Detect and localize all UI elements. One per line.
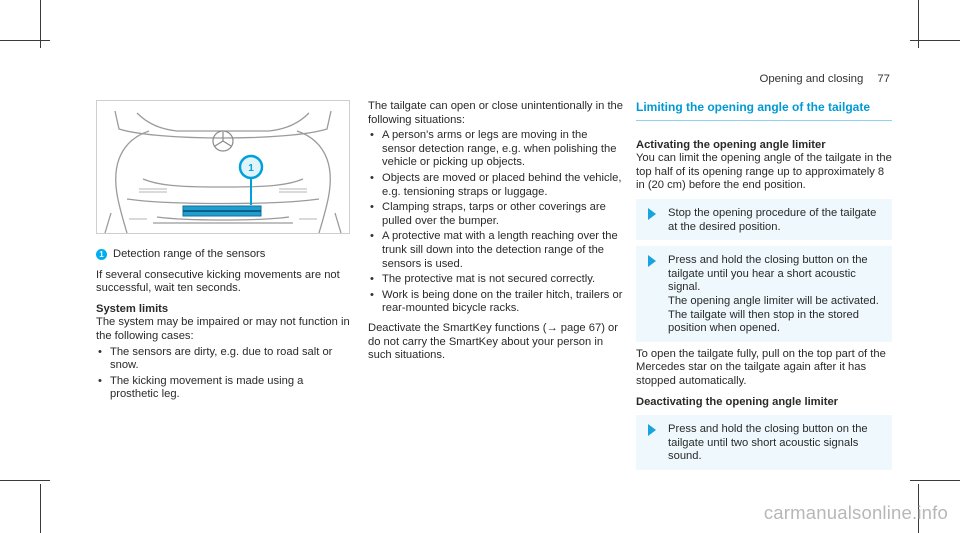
list-item: • The kicking movement is made using a prosthetic leg.: [96, 375, 352, 402]
list-item: • Objects are moved or placed behind the vehicle, e.g. tensioning straps or luggage.: [368, 172, 624, 199]
step-arrow-icon: [648, 255, 656, 267]
instruction-step: [636, 246, 892, 342]
step-text: Press and hold the closing button on the tailgate until two short acoustic signals sound.: [668, 423, 868, 463]
crop-mark: [0, 480, 50, 481]
page-number: 77: [877, 73, 890, 85]
step-arrow-icon: [648, 208, 656, 220]
paragraph: The system may be impaired or may not function in the following cases:: [96, 316, 350, 342]
list-item: • The protective mat is not secured correctly.: [368, 273, 624, 287]
figure-caption: [96, 248, 352, 262]
crop-mark: [40, 484, 41, 533]
vehicle-rear-illustration: [96, 100, 350, 234]
paragraph: The tailgate can open or close unintentionally in the following situations:: [368, 100, 623, 126]
instruction-step: [636, 415, 892, 470]
step-arrow-icon: [648, 424, 656, 436]
callout-number: 1: [248, 163, 254, 174]
paragraph-page-reference: Deactivate the SmartKey functions (→ page 67) or do not carry the SmartKey about your person in such situations.: [368, 321, 618, 362]
running-header-title: Opening and closing: [759, 73, 864, 85]
column-right: [636, 100, 892, 476]
subheading-system-limits: System limits: [96, 302, 169, 315]
crop-mark: [40, 0, 41, 48]
vehicle-rear-svg: [97, 101, 349, 233]
step-text: Stop the opening procedure of the tailgate at the desired position.: [668, 206, 877, 233]
crop-mark: [910, 480, 960, 481]
caption-number-badge: 1: [96, 249, 107, 260]
column-left: [96, 100, 352, 408]
crop-mark: [918, 0, 919, 48]
bullet-list: [96, 346, 352, 402]
running-header: [759, 73, 890, 87]
paragraph: You can limit the opening angle of the tailgate in the top half of its opening range up to approximately 8 in (20 cm) before the end position.: [636, 152, 892, 192]
caption-text: Detection range of the sensors: [113, 248, 266, 260]
list-item: • A person's arms or legs are moving in the sensor detection range, e.g. when polishing the vehicle or picking up objects.: [368, 129, 624, 170]
paragraph: To open the tailgate fully, pull on the top part of the Mercedes star on the tailgate again after it has stopped automatically.: [636, 347, 886, 387]
crop-mark: [0, 40, 50, 41]
step-result: The tailgate will then stop in the stored position when opened.: [668, 308, 859, 335]
subheading-deactivating: Deactivating the opening angle limiter: [636, 395, 839, 408]
list-item: • Work is being done on the trailer hitch, trailers or rear-mounted bicycle racks.: [368, 289, 624, 316]
list-item: • The sensors are dirty, e.g. due to road salt or snow.: [96, 346, 352, 373]
step-text: Press and hold the closing button on the tailgate until you hear a short acoustic signal.: [668, 254, 868, 294]
paragraph: If several consecutive kicking movements are not successful, wait ten seconds.: [96, 268, 340, 295]
bullet-list: [368, 129, 624, 316]
list-item: • A protective mat with a length reaching over the trunk sill down into the detection range of the sensors is used.: [368, 230, 624, 271]
subheading-activating: Activating the opening angle limiter: [636, 138, 826, 151]
section-title: Limiting the opening angle of the tailgate: [636, 100, 892, 121]
step-result: The opening angle limiter will be activated.: [668, 294, 879, 307]
instruction-step: [636, 199, 892, 240]
column-middle: [368, 100, 624, 363]
watermark: carmanualsonline.info: [763, 502, 948, 523]
list-item: • Clamping straps, tarps or other coverings are pulled over the bumper.: [368, 201, 624, 228]
